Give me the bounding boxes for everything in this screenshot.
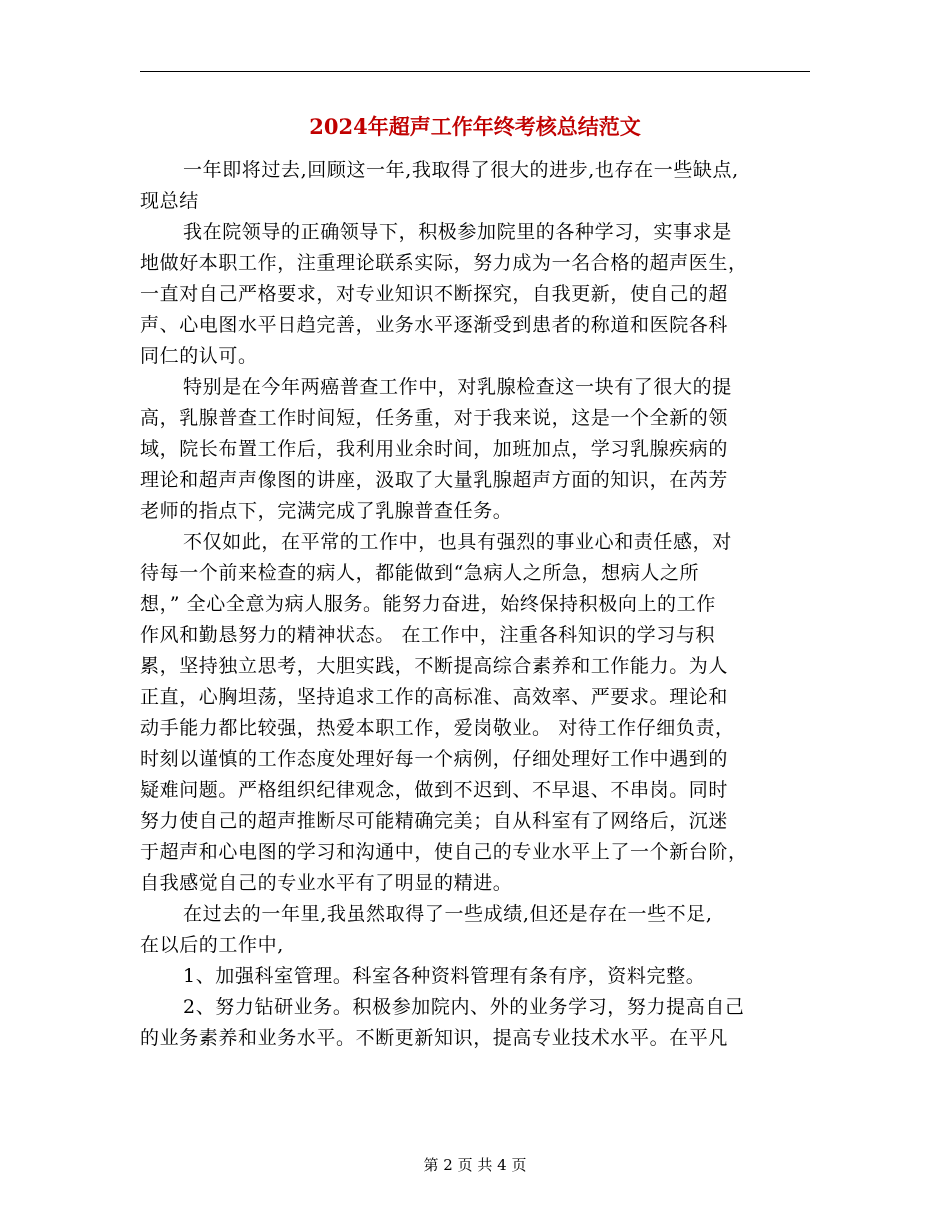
header-rule xyxy=(140,71,810,72)
text-line: 时刻以谨慎的工作态度处理好每一个病例，仔细处理好工作中遇到的 xyxy=(140,748,729,770)
text-line: 一年即将过去,回顾这一年,我取得了很大的进步,也存在一些缺点, xyxy=(183,159,739,181)
text-line: 理论和超声声像图的讲座，汲取了大量乳腺超声方面的知识，在芮芳 xyxy=(140,469,729,491)
text-line: 于超声和心电图的学习和沟通中，使自己的专业水平上了一个新台阶， xyxy=(140,841,748,863)
text-line: 动手能力都比较强，热爱本职工作，爱岗敬业。 对待工作仔细负责， xyxy=(140,717,735,739)
text-line: 努力使自己的超声推断尽可能精确完美；自从科室有了网络后，沉迷 xyxy=(140,810,729,832)
page-number: 第 2 页 共 4 页 xyxy=(423,1156,527,1174)
text-line: 现总结 xyxy=(140,190,199,212)
text-line: 老师的指点下，完满完成了乳腺普查任务。 xyxy=(140,500,513,522)
text-line: 想，” 全心全意为病人服务。能努力奋进，始终保持积极向上的工作 xyxy=(140,593,716,615)
text-line: 同仁的认可。 xyxy=(140,345,258,367)
paragraph-item-2 xyxy=(140,992,810,1054)
text-line: 在过去的一年里,我虽然取得了一些成绩,但还是存在一些不足, xyxy=(183,903,713,925)
text-line: 一直对自己严格要求，对专业知识不断探究，自我更新，使自己的超 xyxy=(140,283,729,305)
text-line: 作风和勤恳努力的精神状态。 在工作中，注重各科知识的学习与积 xyxy=(140,624,716,646)
text-line: 在以后的工作中, xyxy=(140,934,284,956)
text-line: 2、努力钻研业务。积极参加院内、外的业务学习，努力提高自己 xyxy=(183,996,745,1018)
paragraph-intro xyxy=(140,155,810,217)
text-line: 地做好本职工作，注重理论联系实际，努力成为一名合格的超声医生， xyxy=(140,252,748,274)
text-line: 待每一个前来检查的病人，都能做到“急病人之所急，想病人之所 xyxy=(140,562,700,584)
text-line: 1、加强科室管理。科室各种资料管理有条有序，资料完整。 xyxy=(183,965,706,987)
text-line: 高，乳腺普查工作时间短，任务重，对于我来说，这是一个全新的领 xyxy=(140,407,729,429)
paragraph-item-1 xyxy=(140,961,810,992)
document-body xyxy=(140,155,810,1054)
text-line: 正直，心胸坦荡，坚持追求工作的高标准、高效率、严要求。理论和 xyxy=(140,686,729,708)
text-line: 不仅如此，在平常的工作中，也具有强烈的事业心和责任感，对 xyxy=(183,531,732,553)
text-line: 累，坚持独立思考，大胆实践，不断提高综合素养和工作能力。为人 xyxy=(140,655,729,677)
text-line: 疑难问题。严格组织纪律观念，做到不迟到、不早退、不串岗。同时 xyxy=(140,779,729,801)
paragraph-shortcomings xyxy=(140,899,810,961)
text-line: 我在院领导的正确领导下，积极参加院里的各种学习，实事求是 xyxy=(183,221,732,243)
document-title: 2024年超声工作年终考核总结范文 xyxy=(309,114,641,139)
text-line: 的业务素养和业务水平。不断更新知识，提高专业技术水平。在平凡 xyxy=(140,1027,729,1049)
paragraph-leadership xyxy=(140,217,810,372)
text-line: 自我感觉自己的专业水平有了明显的精进。 xyxy=(140,872,513,894)
text-line: 声、心电图水平日趋完善，业务水平逐渐受到患者的称道和医院各科 xyxy=(140,314,729,336)
text-line: 域，院长布置工作后，我利用业余时间，加班加点，学习乳腺疾病的 xyxy=(140,438,729,460)
paragraph-work-attitude xyxy=(140,527,810,899)
paragraph-breast-screening xyxy=(140,372,810,527)
text-line: 特别是在今年两癌普查工作中，对乳腺检查这一块有了很大的提 xyxy=(183,376,732,398)
